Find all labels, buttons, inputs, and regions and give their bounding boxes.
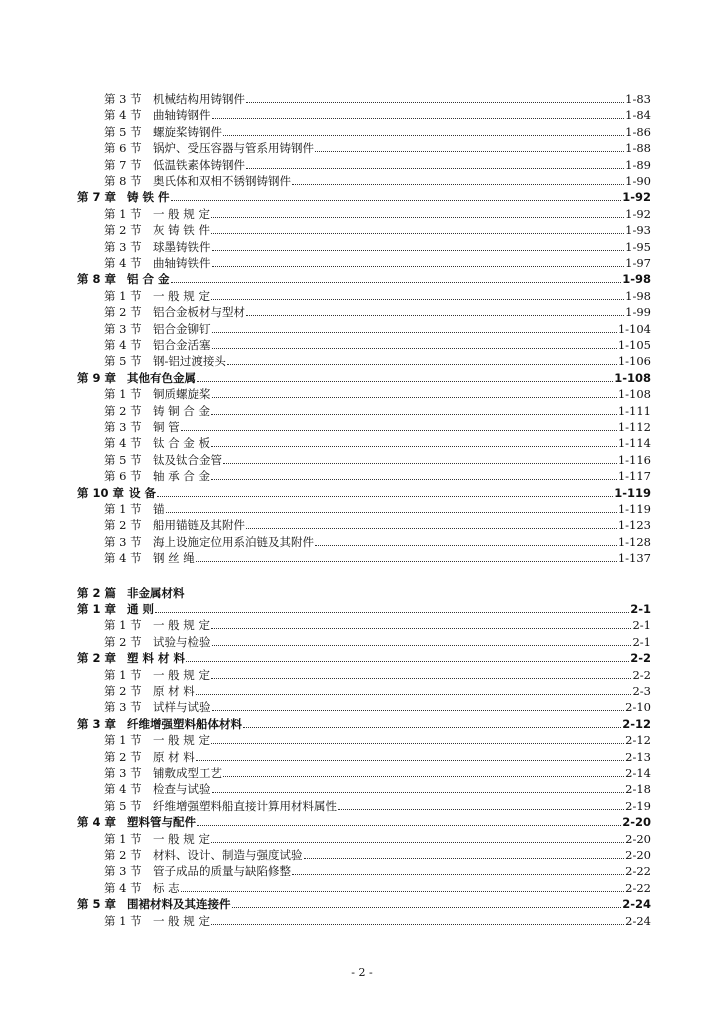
toc-entry-title: 纤维增强塑料船直接计算用材料属性 — [153, 799, 337, 813]
toc-entry-page: 1-97 — [625, 256, 651, 270]
toc-entry-title: 低温铁素体铸钢件 — [153, 158, 245, 172]
toc-section[interactable] — [104, 320, 651, 336]
dot-leader — [315, 545, 617, 546]
toc-entry-number: 第 3 节 — [104, 700, 142, 714]
toc-entry-page: 2-3 — [632, 684, 651, 698]
toc-entry-page: 1-105 — [617, 338, 651, 352]
toc-entry-title: 铸 铜 合 金 — [153, 404, 210, 418]
dot-leader — [186, 661, 629, 662]
toc-entry-number: 第 2 章 — [77, 651, 117, 665]
toc-entry-page: 1-93 — [625, 223, 651, 237]
toc-entry-page: 1-119 — [617, 502, 651, 516]
toc-entry-title: 曲轴铸铁件 — [153, 256, 211, 270]
toc-entry-number: 第 5 节 — [104, 354, 142, 368]
dot-leader — [212, 266, 625, 267]
dot-leader — [212, 645, 632, 646]
toc-entry-number: 第 7 章 — [77, 190, 117, 204]
toc-entry-number: 第 5 节 — [104, 125, 142, 139]
toc-entry-page: 2-20 — [622, 815, 651, 829]
dot-leader — [211, 678, 632, 679]
toc-section[interactable] — [104, 467, 651, 483]
toc-entry-number: 第 1 节 — [104, 207, 142, 221]
toc-entry-title: 钢-铝过渡接头 — [153, 354, 226, 368]
toc-entry-title: 围裙材料及其连接件 — [127, 897, 231, 911]
toc-entry-title: 试样与试验 — [153, 700, 211, 714]
toc-section[interactable] — [104, 205, 651, 221]
toc-entry-number: 第 4 节 — [104, 256, 142, 270]
toc-section[interactable] — [104, 616, 651, 632]
dot-leader — [166, 512, 617, 513]
toc-section[interactable] — [104, 912, 651, 928]
toc-section[interactable] — [104, 156, 651, 172]
toc-chapter[interactable] — [77, 649, 651, 665]
dot-leader — [197, 825, 621, 826]
toc-entry-number: 第 8 章 — [77, 272, 117, 286]
toc-entry-number: 第 3 节 — [104, 240, 142, 254]
toc-entry-page: 1-108 — [617, 387, 651, 401]
toc-entry-page: 1-84 — [625, 108, 651, 122]
toc-entry-title: 锚 — [153, 502, 165, 516]
dot-leader — [246, 168, 624, 169]
toc-entry-page: 2-20 — [625, 848, 651, 862]
toc-section[interactable] — [104, 303, 651, 319]
toc-entry-title: 设 备 — [129, 486, 157, 500]
toc-entry-title: 球墨铸铁件 — [153, 240, 211, 254]
toc-section[interactable] — [104, 254, 651, 270]
toc-entry-title: 通 则 — [127, 602, 155, 616]
toc-entry-page: 2-18 — [625, 782, 651, 796]
toc-entry-number: 第 4 节 — [104, 551, 142, 565]
toc-entry-page: 1-98 — [622, 272, 651, 286]
toc-entry-title: 螺旋桨铸钢件 — [153, 125, 222, 139]
toc-entry-page: 2-12 — [625, 733, 651, 747]
dot-leader — [243, 727, 621, 728]
toc-entry-title: 一 般 规 定 — [153, 914, 210, 928]
toc-part[interactable] — [77, 584, 651, 600]
dot-leader — [212, 118, 625, 119]
toc-entry-page: 1-108 — [614, 371, 651, 385]
toc-entry-page: 2-2 — [632, 668, 651, 682]
toc-section[interactable] — [104, 434, 651, 450]
dot-leader — [211, 842, 624, 843]
dot-leader — [211, 743, 624, 744]
dot-leader — [246, 528, 617, 529]
toc-entry-title: 铝 合 金 — [127, 272, 170, 286]
toc-entry-title: 奥氏体和双相不锈钢铸钢件 — [153, 174, 291, 188]
toc-entry-page: 2-14 — [625, 766, 651, 780]
toc-entry-title: 铝合金板材与型材 — [153, 305, 245, 319]
toc-entry-number: 第 1 章 — [77, 602, 117, 616]
toc-entry-page: 1-90 — [625, 174, 651, 188]
dot-leader — [212, 710, 625, 711]
dot-leader — [211, 479, 617, 480]
toc-entry-title: 一 般 规 定 — [153, 618, 210, 632]
dot-leader — [181, 891, 625, 892]
toc-entry-number: 第 1 节 — [104, 618, 142, 632]
dot-leader — [171, 282, 622, 283]
dot-leader — [212, 397, 617, 398]
toc-entry-page: 1-83 — [625, 92, 651, 106]
toc-entry-page: 2-1 — [632, 635, 651, 649]
toc-section[interactable] — [104, 221, 651, 237]
toc-entry-number: 第 4 节 — [104, 338, 142, 352]
toc-entry-title: 铜 管 — [153, 420, 180, 434]
toc-section[interactable] — [104, 500, 651, 516]
dot-leader — [196, 694, 632, 695]
toc-entry-page: 1-92 — [622, 190, 651, 204]
dot-leader — [196, 561, 617, 562]
toc-entry-number: 第 2 节 — [104, 848, 142, 862]
toc-section[interactable] — [104, 780, 651, 796]
toc-section[interactable] — [104, 764, 651, 780]
dot-leader — [223, 463, 617, 464]
toc-entry-number: 第 4 节 — [104, 881, 142, 895]
toc-entry-title: 试验与检验 — [153, 635, 211, 649]
toc-section[interactable] — [104, 418, 651, 434]
toc-entry-page: 1-104 — [617, 322, 651, 336]
toc-entry-title: 锅炉、受压容器与管系用铸钢件 — [153, 141, 314, 155]
toc-entry-number: 第 1 节 — [104, 502, 142, 516]
dot-leader — [315, 151, 624, 152]
toc-section[interactable] — [104, 797, 651, 813]
dot-leader — [211, 217, 624, 218]
toc-entry-title: 铝合金铆钉 — [153, 322, 211, 336]
toc-entry-page: 1-88 — [625, 141, 651, 155]
toc-section[interactable] — [104, 748, 651, 764]
toc-entry-page: 1-117 — [617, 469, 651, 483]
toc-entry-number: 第 2 节 — [104, 750, 142, 764]
toc-entry-number: 第 2 节 — [104, 305, 142, 319]
dot-leader — [246, 102, 624, 103]
dot-leader — [304, 858, 625, 859]
toc-entry-number: 第 4 章 — [77, 815, 117, 829]
toc-entry-page: 1-123 — [617, 518, 651, 532]
toc-entry-number: 第 8 节 — [104, 174, 142, 188]
toc-section[interactable] — [104, 451, 651, 467]
toc-entry-title: 机械结构用铸钢件 — [153, 92, 245, 106]
toc-entry-number: 第 2 篇 — [77, 586, 117, 600]
toc-entry-page: 1-99 — [625, 305, 651, 319]
dot-leader — [338, 809, 624, 810]
toc-entry-title: 纤维增强塑料船体材料 — [127, 717, 242, 731]
dot-leader — [211, 414, 617, 415]
dot-leader — [292, 184, 624, 185]
toc-entry-page: 2-10 — [625, 700, 651, 714]
toc-section[interactable] — [104, 172, 651, 188]
toc-chapter[interactable] — [77, 369, 651, 385]
toc-entry-number: 第 5 节 — [104, 799, 142, 813]
toc-entry-page: 1-116 — [617, 453, 651, 467]
toc-entry-title: 材料、设计、制造与强度试验 — [153, 848, 303, 862]
toc-entry-number: 第 6 节 — [104, 469, 142, 483]
toc-entry-page: 2-24 — [622, 897, 651, 911]
dot-leader — [223, 135, 624, 136]
toc-entry-title: 一 般 规 定 — [153, 207, 210, 221]
toc-entry-number: 第 5 节 — [104, 453, 142, 467]
toc-entry-title: 一 般 规 定 — [153, 668, 210, 682]
toc-entry-number: 第 2 节 — [104, 404, 142, 418]
toc-entry-page: 2-2 — [630, 651, 651, 665]
toc-entry-page: 2-19 — [625, 799, 651, 813]
toc-section[interactable] — [104, 123, 651, 139]
dot-leader — [227, 364, 617, 365]
toc-entry-page: 2-22 — [625, 864, 651, 878]
toc-entry-number: 第 9 章 — [77, 371, 117, 385]
dot-leader — [211, 233, 624, 234]
toc-section[interactable] — [104, 516, 651, 532]
dot-leader — [211, 446, 617, 447]
toc-section[interactable] — [104, 533, 651, 549]
dot-leader — [155, 612, 629, 613]
toc-section[interactable] — [104, 879, 651, 895]
dot-leader — [212, 348, 617, 349]
dot-leader — [196, 760, 624, 761]
toc-section[interactable] — [104, 336, 651, 352]
toc-entry-page: 1-95 — [625, 240, 651, 254]
toc-section[interactable] — [104, 682, 651, 698]
toc-chapter[interactable] — [77, 270, 651, 286]
dot-leader — [197, 381, 613, 382]
toc-entry-page: 1-112 — [617, 420, 651, 434]
toc-entry-number: 第 4 节 — [104, 782, 142, 796]
toc-entry-number: 第 3 节 — [104, 92, 142, 106]
toc-entry-number: 第 1 节 — [104, 289, 142, 303]
toc-entry-number: 第 1 节 — [104, 733, 142, 747]
toc-entry-title: 钢 丝 绳 — [153, 551, 195, 565]
dot-leader — [211, 299, 624, 300]
toc-chapter[interactable] — [77, 715, 651, 731]
toc-section[interactable] — [104, 830, 651, 846]
toc-entry-number: 第 1 节 — [104, 914, 142, 928]
dot-leader — [223, 776, 624, 777]
toc-section[interactable] — [104, 402, 651, 418]
toc-entry-number: 第 4 节 — [104, 436, 142, 450]
toc-entry-title: 标 志 — [153, 881, 180, 895]
dot-leader — [211, 628, 632, 629]
dot-leader — [292, 874, 624, 875]
toc-entry-number: 第 6 节 — [104, 141, 142, 155]
toc-entry-number: 第 3 节 — [104, 766, 142, 780]
toc-entry-title: 海上设施定位用系泊链及其附件 — [153, 535, 314, 549]
toc-entry-title: 轴 承 合 金 — [153, 469, 210, 483]
toc-section[interactable] — [104, 106, 651, 122]
toc-entry-page: 2-22 — [625, 881, 651, 895]
toc-chapter[interactable] — [77, 188, 651, 204]
toc-entry-page: 2-13 — [625, 750, 651, 764]
page-number-footer: - 2 - — [351, 966, 373, 979]
toc-entry-title: 原 材 料 — [153, 684, 195, 698]
toc-entry-title: 管子成品的质量与缺陷修整 — [153, 864, 291, 878]
toc-chapter[interactable] — [77, 484, 651, 500]
toc-entry-title: 船用锚链及其附件 — [153, 518, 245, 532]
toc-entry-title: 曲轴铸钢件 — [153, 108, 211, 122]
toc-entry-page: 2-24 — [625, 914, 651, 928]
toc-entry-number: 第 2 节 — [104, 518, 142, 532]
toc-entry-number: 第 1 节 — [104, 832, 142, 846]
toc-chapter[interactable] — [77, 600, 651, 616]
toc-entry-number: 第 4 节 — [104, 108, 142, 122]
toc-section[interactable] — [104, 90, 651, 106]
toc-section[interactable] — [104, 287, 651, 303]
toc-entry-page: 1-119 — [614, 486, 651, 500]
toc-section[interactable] — [104, 139, 651, 155]
toc-entry-number: 第 7 节 — [104, 158, 142, 172]
toc-entry-page: 1-89 — [625, 158, 651, 172]
toc-section[interactable] — [104, 862, 651, 878]
toc-entry-title: 塑料管与配件 — [127, 815, 196, 829]
toc-entry-page: 1-114 — [617, 436, 651, 450]
dot-leader — [211, 924, 624, 925]
toc-entry-number: 第 3 节 — [104, 864, 142, 878]
toc-section[interactable] — [104, 666, 651, 682]
toc-entry-number: 第 3 节 — [104, 322, 142, 336]
toc-entry-title: 铸 铁 件 — [127, 190, 170, 204]
toc-section[interactable] — [104, 352, 651, 368]
toc-section[interactable] — [104, 633, 651, 649]
toc-entry-title: 铺敷成型工艺 — [153, 766, 222, 780]
toc-entry-title: 铜质螺旋桨 — [153, 387, 211, 401]
toc-entry-number: 第 2 节 — [104, 635, 142, 649]
toc-entry-title: 非金属材料 — [127, 586, 185, 600]
toc-entry-number: 第 2 节 — [104, 223, 142, 237]
toc-section[interactable] — [104, 238, 651, 254]
toc-entry-page: 1-86 — [625, 125, 651, 139]
toc-entry-number: 第 3 节 — [104, 420, 142, 434]
toc-entry-number: 第 3 章 — [77, 717, 117, 731]
dot-leader — [212, 792, 625, 793]
toc-section[interactable] — [104, 385, 651, 401]
toc-entry-page: 1-92 — [625, 207, 651, 221]
toc-entry-title: 钛 合 金 板 — [153, 436, 210, 450]
toc-entry-title: 一 般 规 定 — [153, 832, 210, 846]
toc-entry-page: 1-111 — [617, 404, 651, 418]
toc-entry-number: 第 1 节 — [104, 668, 142, 682]
toc-entry-title: 原 材 料 — [153, 750, 195, 764]
toc-section[interactable] — [104, 731, 651, 747]
toc-entry-number: 第 10 章 — [77, 486, 125, 500]
toc-entry-page: 1-128 — [617, 535, 651, 549]
dot-leader — [181, 430, 617, 431]
dot-leader — [212, 332, 617, 333]
toc-section[interactable] — [104, 549, 651, 565]
dot-leader — [232, 907, 622, 908]
toc-chapter[interactable] — [77, 895, 651, 911]
toc-entry-page: 2-1 — [632, 618, 651, 632]
toc-entry-page: 1-106 — [617, 354, 651, 368]
toc-entry-number: 第 1 节 — [104, 387, 142, 401]
toc-section[interactable] — [104, 846, 651, 862]
toc-entry-title: 铝合金活塞 — [153, 338, 211, 352]
dot-leader — [157, 496, 613, 497]
toc-entry-title: 检查与试验 — [153, 782, 211, 796]
dot-leader — [212, 250, 625, 251]
toc-entry-title: 一 般 规 定 — [153, 289, 210, 303]
dot-leader — [171, 200, 622, 201]
toc-entry-number: 第 5 章 — [77, 897, 117, 911]
toc-entry-title: 一 般 规 定 — [153, 733, 210, 747]
toc-entry-page: 1-98 — [625, 289, 651, 303]
toc-entry-page: 1-137 — [617, 551, 651, 565]
toc-entry-title: 塑 料 材 料 — [127, 651, 186, 665]
toc-chapter[interactable] — [77, 813, 651, 829]
toc-entry-number: 第 2 节 — [104, 684, 142, 698]
toc-entry-title: 灰 铸 铁 件 — [153, 223, 210, 237]
toc-entry-page: 2-1 — [630, 602, 651, 616]
toc-entry-page: 2-12 — [622, 717, 651, 731]
dot-leader — [246, 315, 624, 316]
toc-section[interactable] — [104, 698, 651, 714]
toc-entry-title: 其他有色金属 — [127, 371, 196, 385]
toc-entry-number: 第 3 节 — [104, 535, 142, 549]
toc-entry-title: 钛及钛合金管 — [153, 453, 222, 467]
toc-entry-page: 2-20 — [625, 832, 651, 846]
